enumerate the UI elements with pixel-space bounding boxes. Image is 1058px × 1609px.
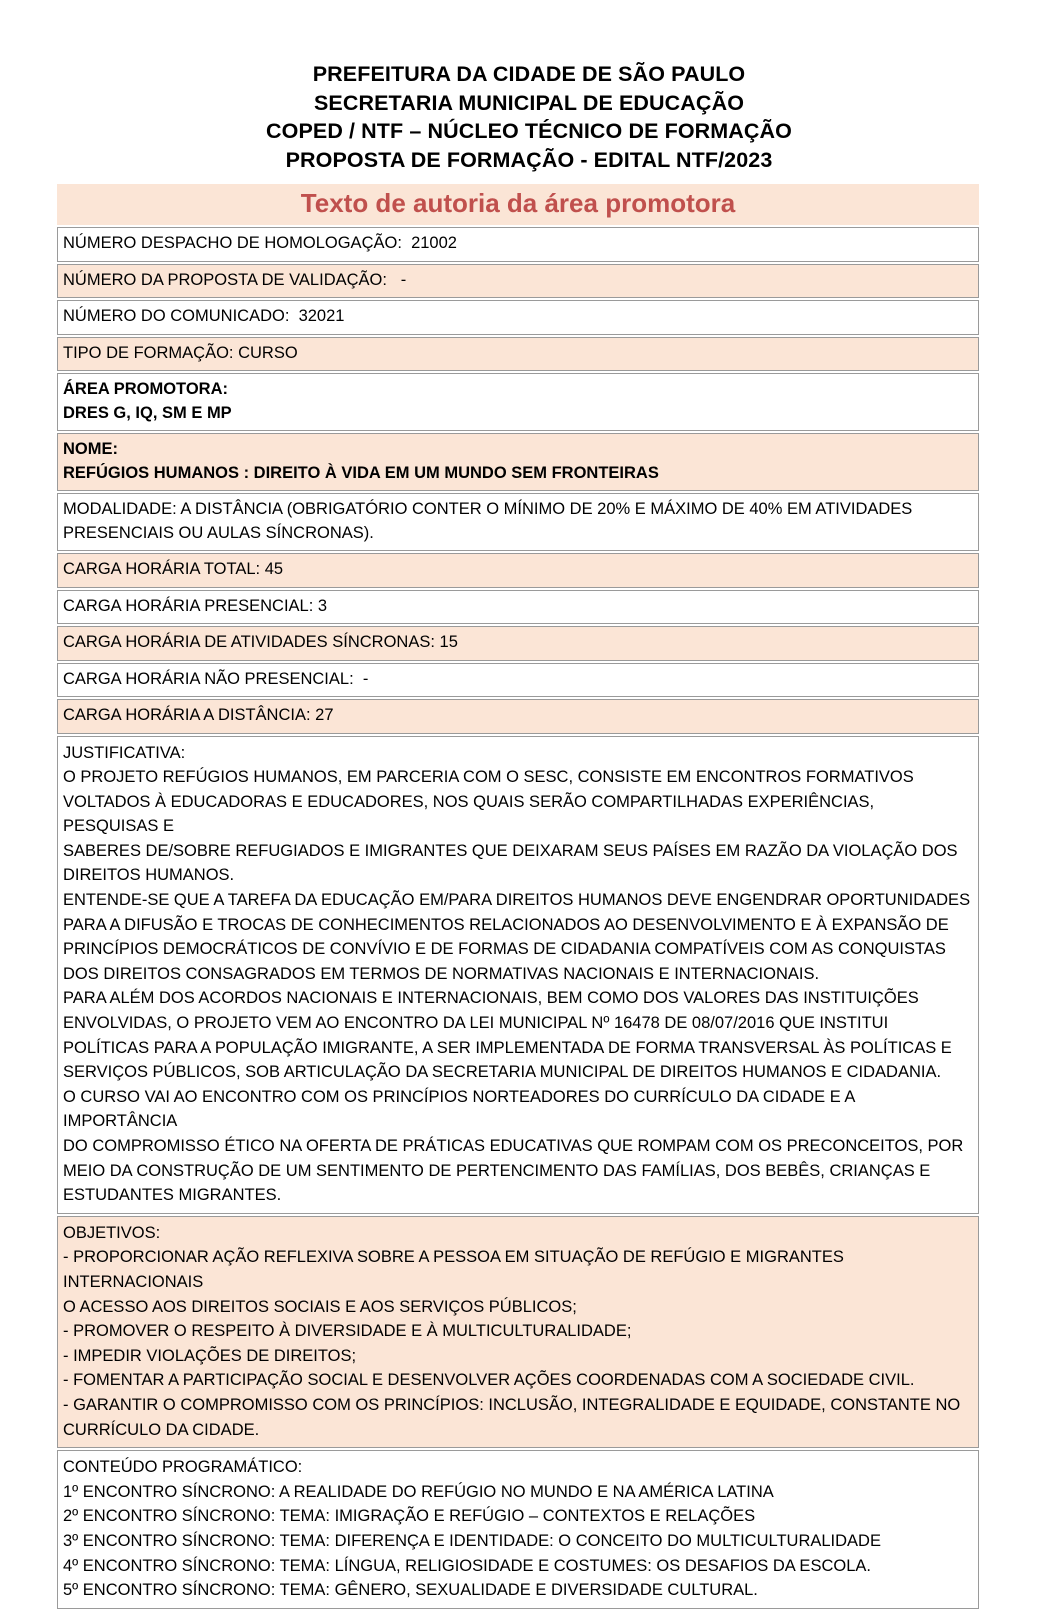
form-row-numero-proposta-validacao — [57, 264, 979, 299]
row-line: PARA ALÉM DOS ACORDOS NACIONAIS E INTERNACIONAIS, BEM COMO DOS VALORES DAS INSTITUIÇÕES — [63, 989, 919, 1008]
row-line: MEIO DA CONSTRUÇÃO DE UM SENTIMENTO DE PERTENCIMENTO DAS FAMÍLIAS, DOS BEBÊS, CRIANÇAS E — [63, 1161, 931, 1180]
form-row-carga-horaria-atividades-sincronas — [57, 626, 979, 661]
row-line: NÚMERO DA PROPOSTA DE VALIDAÇÃO: - — [63, 270, 407, 289]
row-line: CARGA HORÁRIA DE ATIVIDADES SÍNCRONAS: 15 — [63, 633, 458, 651]
row-line: - FOMENTAR A PARTICIPAÇÃO SOCIAL E DESENVOLVER AÇÕES COORDENADAS COM A SOCIEDADE CIVIL. — [63, 1371, 915, 1390]
row-line: 5º ENCONTRO SÍNCRONO: TEMA: GÊNERO, SEXUALIDADE E DIVERSIDADE CULTURAL. — [63, 1581, 758, 1600]
row-line: VOLTADOS À EDUCADORAS E EDUCADORES, NOS QUAIS SERÃO COMPARTILHADAS EXPERIÊNCIAS, PESQUISAS E — [63, 792, 879, 836]
form-row-area-promotora — [57, 373, 979, 431]
row-line: - IMPEDIR VIOLAÇÕES DE DIREITOS; — [63, 1346, 357, 1365]
form-row-carga-horaria-a-distancia — [57, 699, 979, 734]
row-line: PRESENCIAIS OU AULAS SÍNCRONAS). — [63, 523, 374, 542]
row-line: CARGA HORÁRIA TOTAL: 45 — [63, 560, 284, 578]
form-row-conteudo-programatico — [57, 1450, 979, 1609]
banner-texto-autoria: Texto de autoria da área promotora — [57, 184, 979, 225]
row-line: CARGA HORÁRIA NÃO PRESENCIAL: - — [63, 669, 369, 688]
row-line: SABERES DE/SOBRE REFUGIADOS E IMIGRANTES QUE DEIXARAM SEUS PAÍSES EM RAZÃO DA VIOLAÇÃO DOS — [63, 841, 958, 860]
row-line: TIPO DE FORMAÇÃO: CURSO — [63, 343, 298, 362]
row-line: - PROMOVER O RESPEITO À DIVERSIDADE E À MULTICULTURALIDADE; — [63, 1322, 632, 1341]
row-line: 4º ENCONTRO SÍNCRONO: TEMA: LÍNGUA, RELIGIOSIDADE E COSTUMES: OS DESAFIOS DA ESCOLA. — [63, 1556, 871, 1575]
row-line: - GARANTIR O COMPROMISSO COM OS PRINCÍPIOS: INCLUSÃO, INTEGRALIDADE E EQUIDADE, CONSTANTE NO — [63, 1395, 961, 1414]
row-line: SERVIÇOS PÚBLICOS, SOB ARTICULAÇÃO DA SECRETARIA MUNICIPAL DE DIREITOS HUMANOS E CIDADANIA. — [63, 1063, 942, 1082]
form-row-tipo-de-formacao — [57, 337, 979, 372]
row-line: CARGA HORÁRIA PRESENCIAL: 3 — [63, 596, 328, 615]
proposta-form-table — [57, 184, 979, 1609]
row-line: PARA A DIFUSÃO E TROCAS DE CONHECIMENTOS RELACIONADOS AO DESENVOLVIMENTO E À EXPANSÃO DE — [63, 915, 949, 934]
row-line: PRINCÍPIOS DEMOCRÁTICOS DE CONVÍVIO E DE FORMAS DE CIDADANIA COMPATÍVEIS COM AS CONQUISTAS — [63, 940, 946, 959]
row-line: CARGA HORÁRIA A DISTÂNCIA: 27 — [63, 706, 334, 724]
row-line: NOME: — [63, 440, 118, 458]
row-line: 2º ENCONTRO SÍNCRONO: TEMA: IMIGRAÇÃO E REFÚGIO – CONTEXTOS E RELAÇÕES — [63, 1507, 756, 1526]
form-row-nome-da-formacao — [57, 433, 979, 491]
row-line: O ACESSO AOS DIREITOS SOCIAIS E AOS SERVIÇOS PÚBLICOS; — [63, 1297, 577, 1316]
row-line: CURRÍCULO DA CIDADE. — [63, 1420, 260, 1439]
form-row-carga-horaria-presencial — [57, 590, 979, 625]
row-line: ESTUDANTES MIGRANTES. — [63, 1186, 282, 1205]
form-row-numero-despacho-homologacao — [57, 227, 979, 262]
form-row-numero-comunicado — [57, 300, 979, 335]
row-line: OBJETIVOS: — [63, 1223, 161, 1242]
row-line: MODALIDADE: A DISTÂNCIA (OBRIGATÓRIO CONTER O MÍNIMO DE 20% E MÁXIMO DE 40% EM ATIVIDADES — [63, 500, 913, 518]
row-line: REFÚGIOS HUMANOS : DIREITO À VIDA EM UM MUNDO SEM FRONTEIRAS — [63, 463, 659, 482]
row-line: JUSTIFICATIVA: — [63, 743, 186, 762]
row-line: DIREITOS HUMANOS. — [63, 866, 235, 885]
row-line: ENVOLVIDAS, O PROJETO VEM AO ENCONTRO DA LEI MUNICIPAL Nº 16478 DE 08/07/2016 QUE INSTITUI — [63, 1014, 889, 1033]
form-row-justificativa — [57, 736, 979, 1214]
header-line-prefeitura: PREFEITURA DA CIDADE DE SÃO PAULO — [312, 62, 746, 86]
form-row-objetivos — [57, 1216, 979, 1448]
row-line: ENTENDE-SE QUE A TAREFA DA EDUCAÇÃO EM/PARA DIREITOS HUMANOS DEVE ENGENDRAR OPORTUNIDADES — [63, 891, 971, 910]
form-row-carga-horaria-total — [57, 553, 979, 588]
header-line-secretaria: SECRETARIA MUNICIPAL DE EDUCAÇÃO — [313, 90, 745, 115]
row-line: DOS DIREITOS CONSAGRADOS EM TERMOS DE NORMATIVAS NACIONAIS E INTERNACIONAIS. — [63, 964, 820, 983]
row-line: CONTEÚDO PROGRAMÁTICO: — [63, 1458, 303, 1477]
document-header — [0, 0, 1058, 174]
row-line: O PROJETO REFÚGIOS HUMANOS, EM PARCERIA COM O SESC, CONSISTE EM ENCONTROS FORMATIVOS — [63, 768, 914, 787]
row-line: 3º ENCONTRO SÍNCRONO: TEMA: DIFERENÇA E IDENTIDADE: O CONCEITO DO MULTICULTURALIDADE — [63, 1531, 881, 1550]
row-line: - PROPORCIONAR AÇÃO REFLEXIVA SOBRE A PESSOA EM SITUAÇÃO DE REFÚGIO E MIGRANTES INTERNACIONAIS — [63, 1248, 849, 1291]
row-line: DRES G, IQ, SM E MP — [63, 403, 232, 422]
row-line: ÁREA PROMOTORA: — [63, 380, 228, 398]
header-line-coped-ntf: COPED / NTF – NÚCLEO TÉCNICO DE FORMAÇÃO — [266, 119, 792, 143]
row-line: NÚMERO DO COMUNICADO: 32021 — [63, 307, 345, 325]
header-line-proposta-edital: PROPOSTA DE FORMAÇÃO - EDITAL NTF/2023 — [285, 147, 773, 172]
row-line: DO COMPROMISSO ÉTICO NA OFERTA DE PRÁTICAS EDUCATIVAS QUE ROMPAM COM OS PRECONCEITOS, POR — [63, 1137, 964, 1155]
row-line: POLÍTICAS PARA A POPULAÇÃO IMIGRANTE, A SER IMPLEMENTADA DE FORMA TRANSVERSAL ÀS POLÍTICAS E — [63, 1038, 952, 1057]
row-line: NÚMERO DESPACHO DE HOMOLOGAÇÃO: 21002 — [63, 234, 457, 252]
row-line: 1º ENCONTRO SÍNCRONO: A REALIDADE DO REFÚGIO NO MUNDO E NA AMÉRICA LATINA — [63, 1482, 774, 1501]
form-rows-container — [57, 227, 979, 1609]
form-row-carga-horaria-nao-presencial — [57, 663, 979, 698]
row-line: O CURSO VAI AO ENCONTRO COM OS PRINCÍPIOS NORTEADORES DO CURRÍCULO DA CIDADE E A IMPORTÂNCIA — [63, 1087, 860, 1131]
form-row-modalidade — [57, 493, 979, 551]
